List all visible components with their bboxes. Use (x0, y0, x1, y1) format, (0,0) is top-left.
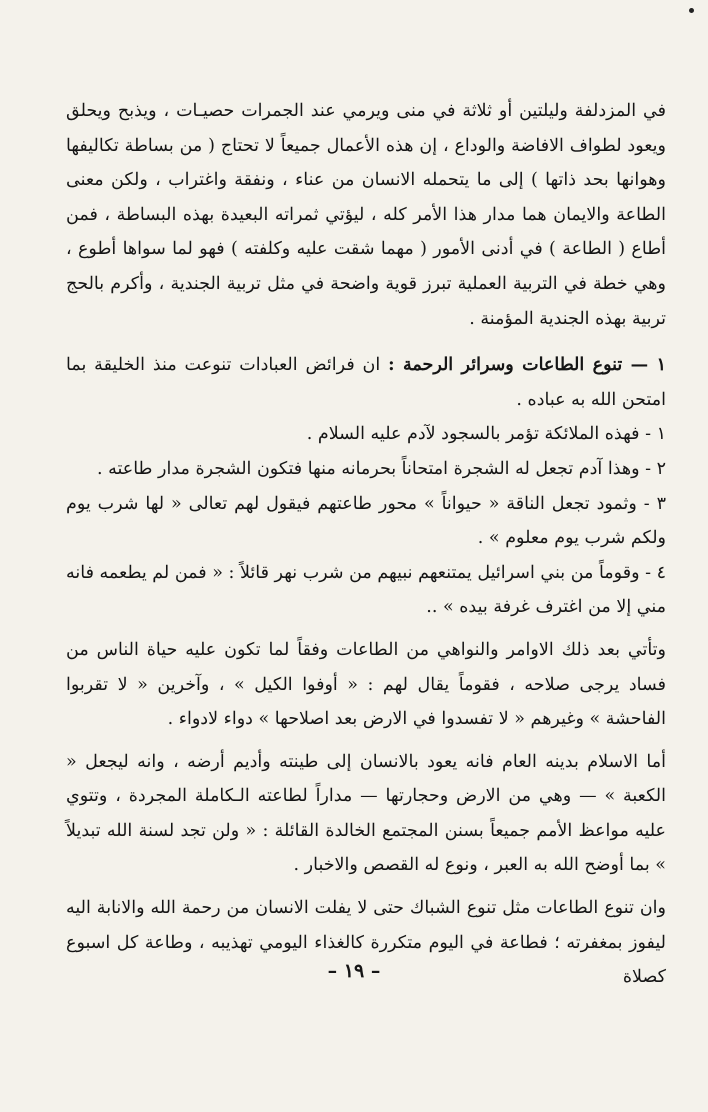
corner-dot (689, 8, 694, 13)
body-text (66, 94, 666, 995)
section-paragraph (66, 348, 666, 417)
section-heading: ١ — تنوع الطاعات وسرائر الرحمة : (388, 355, 666, 376)
paragraph-islam: أما الاسلام بدينه العام فانه يعود بالانسان إلى طينته وأديم أرضه ، وانه ليجعل « الكعبة » — وهي من الارض وحجارتها — مداراً لطاعته الـكاملة المجردة ، وتتوي عليه مواعظ الأمم جميعاً بسنن المجتمع الخالدة القائلة : « ولن تجد لسنة الله تبديلاً » بما أوضح الله به العبر ، ونوع له القصص والاخبار . (66, 751, 666, 876)
paragraph-hajj: في المزدلفة وليلتين أو ثلاثة في منى ويرمي عند الجمرات حصيـات ، ويذبح ويحلق ويعود لطواف الافاضة والوداع ، إن هذه الأعمال جميعاً لا تحتاج ( من بساطة تكاليفها وهوانها بحد ذاتها ) إلى ما يتحمله الانسان من عناء ، ونفقة واغتراب ، ولكن معنى الطاعة والايمان هما مدار هذا الأمر كله ، ليؤتي ثمراته البعيدة بهذه البساطة ، فمن أطاع ( الطاعة ) في أدنى الأمور ( مهما شقت عليه وكلفته ) فهو لما سواها أطوع ، وهي خطة في التربية العملية تبرز قوية واضحة في مثل تربية الجندية ، وأكرم بالحج تربية بهذه الجندية المؤمنة . (66, 101, 666, 329)
list-item: ١ - فهذه الملائكة تؤمر بالسجود لآدم عليه السلام . (306, 424, 666, 445)
list-item: ٤ - وقوماً من بني اسرائيل يمتنعهم نبيهم من شرب نهر قائلاً : « فمن لم يطعمه فانه مني إلا من اغترف غرفة بيده » .. (66, 562, 666, 618)
list-item: ٢ - وهذا آدم تجعل له الشجرة امتحاناً بحرمانه منها فتكون الشجرة مدار طاعته . (96, 458, 666, 479)
paragraph-commands: وتأتي بعد ذلك الاوامر والنواهي من الطاعات وفقاً لما تكون عليه حياة الناس من فساد يرجى صلاحه ، فقوماً يقال لهم : « أوفوا الكيل » ، وآخرين « لا تقربوا الفاحشة » وغيرهم « لا تفسدوا في الارض بعد اصلاحها » دواء لادواء . (66, 639, 666, 730)
list-item: ٣ - وثمود تجعل الناقة « حيواناً » محور طاعتهم فيقول لهم تعالى « لها شرب يوم ولكم شرب يوم معلوم » . (66, 493, 666, 549)
page-number: – ١٩ – (327, 960, 381, 982)
section-intro: ان فرائض العبادات تنوعت منذ الخليقة بما امتحن الله به عباده . (66, 355, 666, 410)
paragraph-variety: وان تنوع الطاعات مثل تنوع الشباك حتى لا يفلت الانسان من رحمة الله والانابة اليه ليفوز بمغفرته ؛ فطاعة في اليوم متكررة كالغذاء اليومي تهذيبه ، وطاعة كل اسبوع كصلاة (66, 898, 666, 988)
